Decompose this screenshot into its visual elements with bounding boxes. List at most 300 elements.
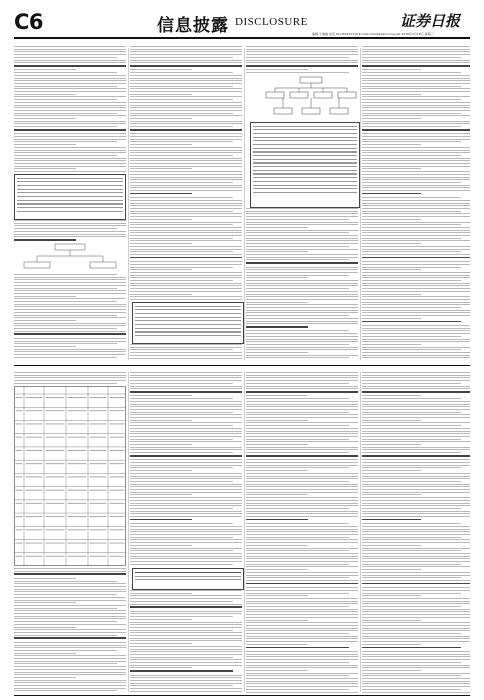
text-line [246, 227, 308, 228]
text-line [362, 177, 470, 178]
text-line [362, 86, 461, 87]
table-cell-text [90, 437, 107, 438]
text-line [362, 113, 461, 114]
text-line [362, 330, 470, 331]
text-line [246, 638, 358, 639]
table-cell-text [90, 503, 107, 504]
text-line [130, 604, 242, 605]
text-line [130, 251, 233, 252]
text-line [14, 51, 126, 52]
text-line [362, 269, 421, 270]
table-cell-text [26, 437, 43, 438]
text-line [14, 223, 126, 224]
text-line [362, 386, 470, 387]
text-line [362, 216, 470, 217]
text-line [362, 431, 470, 432]
text-line [246, 534, 358, 535]
text-line [130, 144, 192, 145]
table-cell-text [90, 490, 107, 491]
table-cell-text [110, 476, 125, 477]
text-line [246, 275, 349, 276]
text-line [246, 484, 358, 485]
text-line [246, 230, 358, 231]
text-line [130, 489, 242, 490]
text-line [246, 323, 358, 324]
text-line [130, 294, 192, 295]
text-line [130, 478, 242, 479]
text-line [14, 583, 126, 584]
text-line [130, 513, 242, 514]
text-line [246, 614, 358, 615]
text-line [362, 160, 470, 161]
text-line [246, 333, 358, 334]
text-line [246, 62, 358, 63]
text-line [14, 635, 117, 636]
text-line [130, 352, 242, 353]
text-line [130, 505, 242, 506]
text-line [246, 595, 308, 596]
text-line [362, 302, 470, 303]
text-line [130, 246, 242, 247]
text-line [14, 333, 126, 335]
band-divider [14, 365, 470, 366]
text-line [246, 344, 349, 345]
text-line [362, 523, 461, 524]
text-line [130, 616, 233, 617]
text-line [130, 433, 242, 434]
text-line [362, 561, 470, 562]
text-line [14, 171, 126, 172]
text-line [362, 166, 470, 167]
table-cell-text [110, 529, 125, 530]
text-line [362, 455, 470, 457]
text-line [14, 129, 126, 131]
text-line [14, 121, 126, 122]
text-line [130, 558, 242, 559]
text-line [362, 441, 470, 442]
text-line [130, 377, 242, 378]
table-cell-text [68, 423, 87, 424]
text-line [246, 519, 308, 521]
text-line [362, 349, 461, 350]
text-line [246, 406, 358, 407]
text-line [246, 377, 358, 378]
text-line [362, 449, 470, 450]
text-line [246, 508, 349, 509]
text-line [362, 633, 461, 634]
text-line [130, 414, 242, 415]
text-line [130, 519, 192, 521]
text-line [14, 147, 126, 148]
text-line [246, 505, 358, 506]
text-line [362, 96, 470, 97]
table-border [15, 387, 126, 566]
text-line [362, 478, 470, 479]
text-line [14, 288, 117, 289]
text-line [362, 678, 470, 679]
text-line [130, 409, 242, 410]
text-line [14, 118, 76, 119]
table-cell-text [16, 556, 23, 557]
text-line [130, 447, 242, 448]
text-line [14, 301, 117, 302]
table-cell-text [46, 450, 65, 451]
text-line [14, 72, 117, 73]
text-line [246, 267, 358, 268]
text-line [130, 516, 242, 517]
text-line [130, 667, 192, 668]
text-line [362, 240, 470, 241]
text-line [362, 587, 470, 588]
table-cell-text [110, 410, 125, 411]
text-line [14, 107, 126, 108]
text-line [130, 657, 233, 658]
text-line [362, 291, 470, 292]
text-line [130, 606, 242, 608]
text-line [130, 171, 242, 172]
text-line [362, 439, 461, 440]
text-line [130, 406, 242, 407]
text-line [130, 75, 242, 76]
text-line [14, 325, 126, 326]
text-line [130, 526, 242, 527]
text-line [362, 486, 470, 487]
text-line [14, 674, 126, 675]
text-line [130, 177, 242, 178]
text-line [362, 636, 470, 637]
text-line [246, 572, 358, 573]
text-line [246, 404, 358, 405]
text-line [246, 601, 358, 602]
text-line [130, 598, 242, 599]
text-line [130, 467, 233, 468]
text-line [14, 343, 117, 344]
text-line [362, 227, 470, 228]
text-line [14, 69, 76, 70]
text-line [362, 105, 470, 106]
text-line [246, 318, 358, 319]
table-cell-text [26, 410, 43, 411]
text-line [362, 500, 470, 501]
text-line [362, 603, 470, 604]
text-line [130, 110, 242, 111]
table-cell-text [46, 437, 65, 438]
text-line [362, 641, 470, 642]
text-line [130, 556, 242, 557]
table-cell-text [110, 516, 125, 517]
text-line [14, 105, 126, 106]
text-line [362, 511, 470, 512]
text-line [130, 459, 242, 460]
text-line [246, 336, 358, 337]
text-line [362, 388, 470, 389]
table-cell-text [26, 463, 43, 464]
text-line [362, 187, 470, 188]
text-line [246, 243, 358, 244]
text-line [14, 597, 126, 598]
text-line [362, 375, 470, 376]
text-line [130, 401, 242, 402]
text-line [14, 290, 126, 291]
text-line [362, 519, 421, 521]
text-line [362, 380, 470, 381]
text-line [14, 655, 126, 656]
text-line [14, 86, 117, 87]
text-line [130, 531, 242, 532]
table-cell-text [16, 463, 23, 464]
table-cell-text [90, 516, 107, 517]
text-line [362, 692, 470, 693]
text-line [130, 643, 192, 644]
text-line [14, 236, 126, 237]
text-line [362, 459, 470, 460]
text-line [130, 193, 192, 195]
text-line [14, 220, 126, 221]
text-line [246, 257, 358, 258]
text-line [362, 118, 421, 119]
text-line [362, 222, 470, 223]
masthead [0, 0, 484, 38]
text-line [246, 251, 308, 252]
table-cell-text [16, 423, 23, 424]
text-line [362, 609, 470, 610]
text-line [14, 274, 117, 275]
text-line [14, 578, 76, 579]
text-line [362, 409, 470, 410]
text-line [130, 88, 242, 89]
text-line [14, 594, 117, 595]
text-line [246, 593, 349, 594]
text-line [130, 230, 242, 231]
text-line [14, 357, 117, 358]
text-line [130, 224, 233, 225]
text-line [14, 152, 126, 153]
masthead-rule [14, 37, 470, 39]
text-line [246, 665, 358, 666]
table-cell-text [16, 529, 23, 530]
text-line [130, 665, 242, 666]
text-line [130, 386, 242, 387]
text-line [246, 542, 358, 543]
text-line [362, 638, 470, 639]
text-line [362, 299, 470, 300]
text-line [246, 465, 358, 466]
text-line [14, 57, 117, 58]
text-line [362, 267, 461, 268]
text-line [246, 675, 349, 676]
text-line [14, 62, 126, 63]
text-line [362, 62, 470, 63]
text-line [362, 321, 461, 323]
text-line [362, 659, 470, 660]
text-line [130, 72, 233, 73]
text-line [362, 667, 470, 668]
text-line [246, 489, 358, 490]
text-line [130, 550, 233, 551]
text-line [246, 409, 358, 410]
table-cell-text [110, 397, 125, 398]
text-line [246, 232, 349, 233]
text-line [362, 395, 421, 396]
text-line [130, 420, 192, 421]
text-line [130, 452, 233, 453]
text-line [130, 60, 242, 61]
text-line [130, 659, 242, 660]
text-line [246, 459, 358, 460]
text-line [130, 115, 242, 116]
text-line [14, 315, 117, 316]
text-line [14, 133, 126, 134]
text-line [14, 320, 76, 321]
text-line [246, 470, 308, 471]
text-line [14, 65, 126, 67]
text-line [246, 656, 358, 657]
text-line [362, 611, 470, 612]
text-line [246, 219, 349, 220]
text-line [130, 412, 233, 413]
table-cell-text [26, 476, 43, 477]
text-line [246, 272, 358, 273]
column-divider [128, 372, 129, 692]
text-line [14, 123, 126, 124]
text-line [362, 285, 470, 286]
text-line [14, 616, 126, 617]
table-cell-text [26, 556, 43, 557]
text-line [362, 436, 470, 437]
text-line [130, 94, 192, 95]
text-line [130, 299, 242, 300]
table-cell-text [68, 516, 87, 517]
text-line [362, 83, 470, 84]
text-line [362, 211, 461, 212]
text-line [362, 558, 470, 559]
text-line [130, 428, 242, 429]
text-line [130, 431, 242, 432]
text-line [362, 315, 470, 316]
text-line [246, 598, 358, 599]
text-line [14, 163, 126, 164]
text-line [362, 550, 461, 551]
text-line [362, 254, 470, 255]
text-line [362, 601, 470, 602]
table-cell-text [68, 476, 87, 477]
text-line [130, 219, 192, 220]
text-line [362, 447, 470, 448]
text-line [246, 667, 358, 668]
text-line [362, 208, 470, 209]
text-line [130, 391, 242, 393]
text-line [14, 150, 126, 151]
text-line [130, 372, 242, 373]
text-line [246, 310, 358, 311]
text-line [14, 380, 126, 381]
text-line [362, 404, 470, 405]
text-line [246, 455, 358, 457]
text-line [14, 685, 126, 686]
text-line [130, 425, 233, 426]
table-cell-text [68, 397, 87, 398]
table-cell-text [68, 437, 87, 438]
text-line [362, 139, 470, 140]
text-line [362, 182, 461, 183]
text-line [246, 447, 358, 448]
text-line [362, 46, 470, 47]
text-line [246, 686, 358, 687]
text-line [130, 595, 242, 596]
text-line [14, 647, 126, 648]
text-line [14, 96, 126, 97]
table-cell-text [26, 397, 43, 398]
text-line [246, 280, 358, 281]
text-line [362, 261, 470, 262]
text-line [130, 508, 233, 509]
text-line [130, 481, 233, 482]
section-title-zh: 信息披露 [157, 16, 229, 36]
text-line [362, 72, 461, 73]
text-line [130, 205, 242, 206]
text-line [246, 339, 358, 340]
text-line [130, 280, 233, 281]
text-line [246, 486, 358, 487]
text-line [246, 296, 358, 297]
text-line [14, 126, 117, 127]
text-line [130, 455, 242, 457]
table-cell-text [90, 476, 107, 477]
text-line [362, 628, 470, 629]
text-line [246, 625, 358, 626]
text-line [246, 449, 358, 450]
text-line [362, 614, 470, 615]
text-line [362, 133, 470, 134]
text-line [130, 257, 242, 259]
text-line [130, 564, 233, 565]
text-line [14, 78, 126, 79]
text-line [246, 326, 308, 328]
text-line [130, 261, 242, 262]
text-line [14, 102, 126, 103]
text-line [130, 511, 242, 512]
text-line [130, 486, 242, 487]
text-line [362, 651, 470, 652]
text-line [362, 174, 470, 175]
table-cell-text [90, 410, 107, 411]
text-line [246, 529, 358, 530]
text-line [14, 231, 126, 232]
text-line [362, 620, 421, 621]
text-line [362, 232, 470, 233]
text-line [246, 262, 358, 264]
text-line [14, 160, 126, 161]
table-cell-text [16, 437, 23, 438]
text-line [362, 654, 470, 655]
text-line [130, 155, 233, 156]
text-line [14, 568, 126, 569]
text-line [14, 677, 76, 678]
text-line [130, 441, 242, 442]
text-line [130, 291, 242, 292]
text-line [362, 473, 470, 474]
text-line [246, 492, 358, 493]
text-line [130, 200, 242, 201]
text-line [246, 478, 358, 479]
text-line [362, 205, 470, 206]
column-divider [244, 372, 245, 692]
text-line [246, 497, 358, 498]
text-line [246, 516, 358, 517]
text-line [362, 88, 470, 89]
text-line [362, 49, 470, 50]
text-line [362, 78, 470, 79]
